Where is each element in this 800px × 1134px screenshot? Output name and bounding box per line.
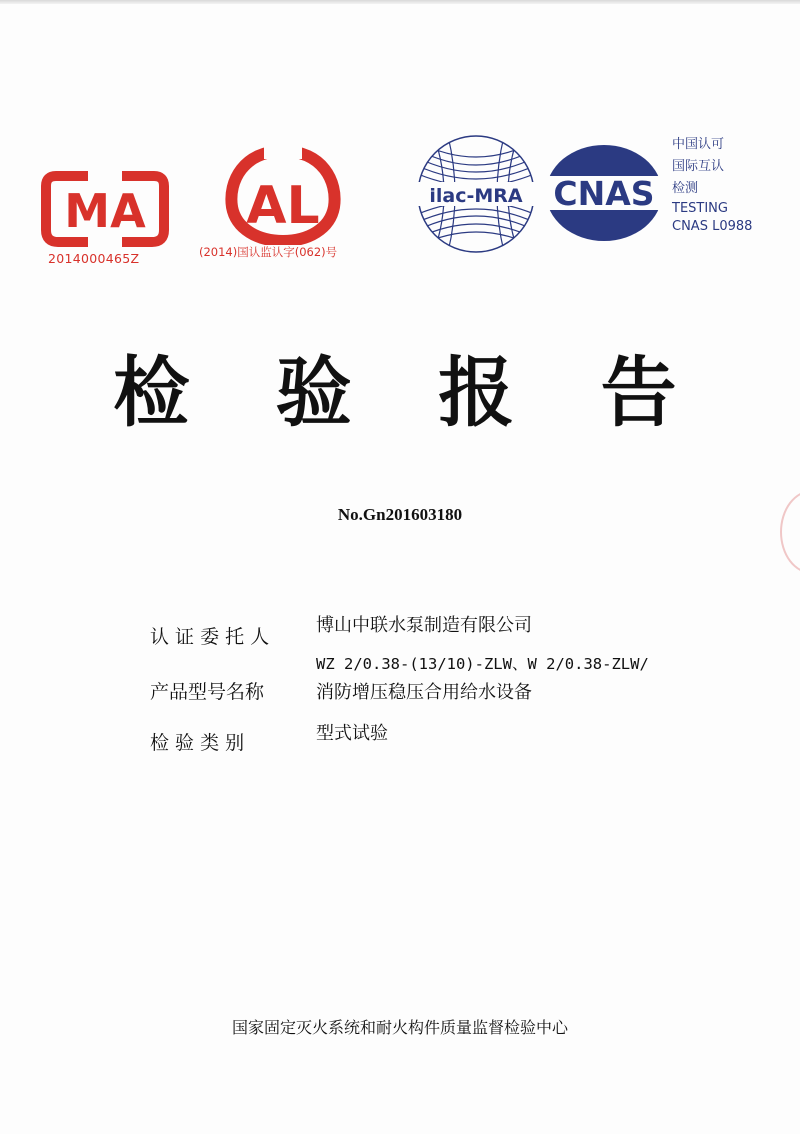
cnas-text-line-2: 国际互认 — [672, 159, 725, 174]
cma-certificate-number: 2014000465Z — [48, 251, 140, 266]
category-value: 型式试验 — [316, 723, 388, 744]
seal-stamp-fragment — [780, 490, 800, 574]
cnas-text-line-5: CNAS L0988 — [672, 219, 753, 234]
category-label: 检 验 类 别 — [150, 732, 245, 754]
svg-text:MA: MA — [64, 184, 146, 238]
cnas-text-line-3: 检测 — [672, 181, 699, 196]
cnas-text-line-4: TESTING — [672, 201, 728, 216]
ilac-mra-logo — [414, 132, 538, 256]
product-name-value: 消防增压稳压合用给水设备 — [316, 682, 532, 703]
report-number: No.Gn201603180 — [337, 505, 463, 524]
cal-certificate-number: (2014)国认监认字(062)号 — [199, 245, 338, 259]
cma-logo — [40, 168, 170, 250]
svg-text:CNAS: CNAS — [553, 174, 655, 213]
client-value: 博山中联水泵制造有限公司 — [316, 615, 532, 636]
cnas-text-line-1: 中国认可 — [672, 137, 725, 152]
scan-edge — [0, 0, 800, 4]
cal-logo — [224, 145, 342, 245]
cnas-logo — [540, 140, 668, 246]
svg-text:ilac-MRA: ilac-MRA — [429, 185, 523, 207]
product-label: 产品型号名称 — [150, 681, 265, 703]
client-label: 认 证 委 托 人 — [150, 626, 270, 648]
report-title: 检 验 报 告 — [113, 348, 707, 437]
svg-text:AL: AL — [246, 176, 320, 236]
product-model-value: WZ 2/0.38-(13/10)-ZLW、W 2/0.38-ZLW/ — [316, 655, 649, 673]
issuing-organization: 国家固定灭火系统和耐火构件质量监督检验中心 — [231, 1018, 568, 1037]
